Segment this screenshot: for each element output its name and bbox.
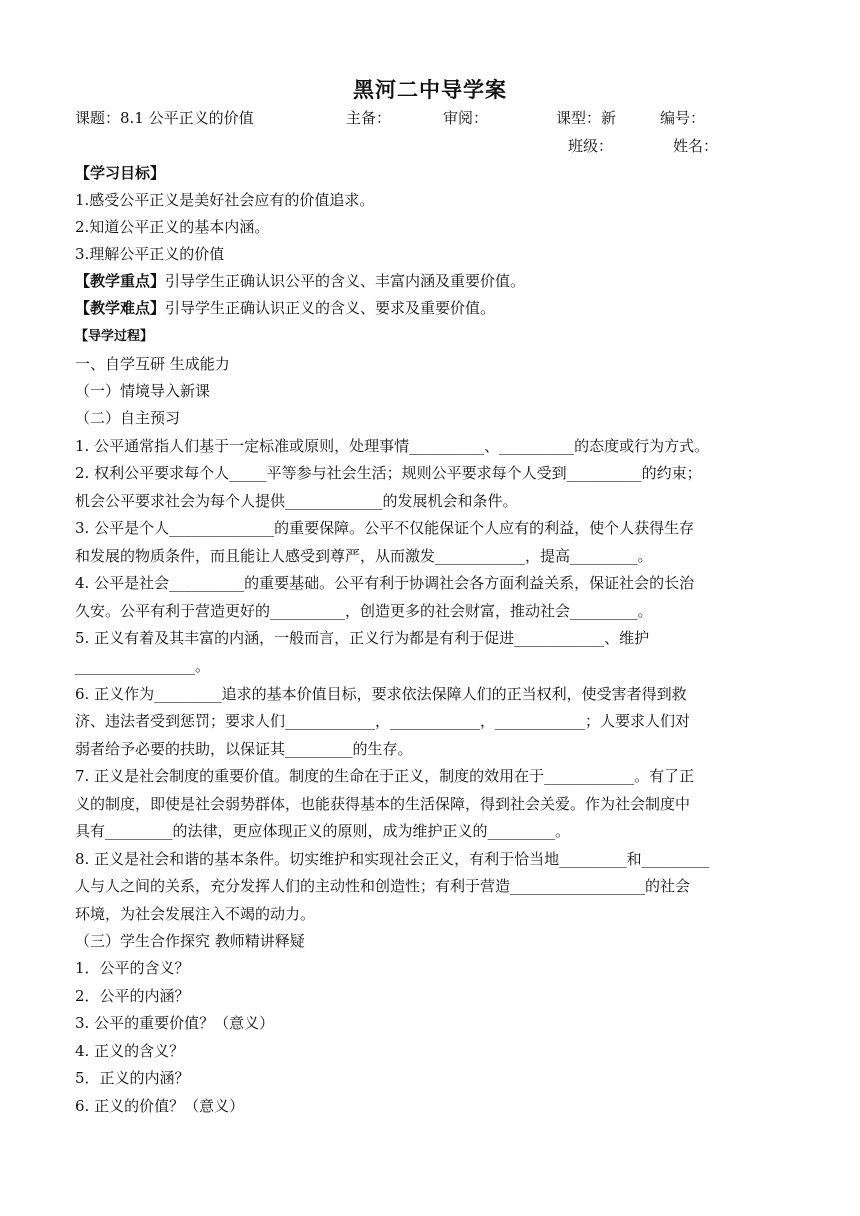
preview-line: 弱者给予必要的扶助，以保证其_________的生存。 — [75, 740, 413, 758]
preview-line: 人与人之间的关系，充分发挥人们的主动性和创造性；有利于营造__________________的社会 — [75, 877, 691, 895]
goal-item: 3.理解公平正义的价值 — [75, 245, 225, 263]
preview-line: 6. 正义作为_________追求的基本价值目标，要求依法保障人们的正当权利，使受害者得到救 — [75, 685, 687, 703]
difficult-point-label: 【教学难点】 — [75, 299, 166, 317]
process-heading: 【导学过程】 — [75, 329, 154, 344]
section-heading: 一、自学互研 生成能力 — [75, 355, 230, 373]
subsection-heading: （三）学生合作探究 教师精讲释疑 — [75, 932, 305, 950]
topic-label: 课题：8.1 公平正义的价值 — [75, 109, 254, 127]
preview-line: 2. 权利公平要求每个人_____平等参与社会生活；规则公平要求每个人受到__________的约束； — [75, 464, 702, 482]
preview-line: ________________。 — [75, 657, 211, 675]
class-label: 班级： — [568, 137, 614, 155]
preview-line: 环境，为社会发展注入不竭的动力。 — [75, 905, 316, 923]
goal-item: 2.知道公平正义的基本内涵。 — [75, 218, 270, 236]
subsection-heading: （一）情境导入新课 — [75, 382, 211, 400]
preview-line: 和发展的物质条件，而且能让人感受到尊严，从而激发____________，提高_________。 — [75, 547, 653, 565]
goals-heading: 【学习目标】 — [75, 164, 166, 182]
preview-line: 8. 正义是社会和谐的基本条件。切实维护和实现社会正义，有利于恰当地_________和_________ — [75, 850, 710, 868]
preview-line: 7. 正义是社会制度的重要价值。制度的生命在于正义，制度的效用在于____________。有了正 — [75, 767, 695, 785]
goal-item: 1.感受公平正义是美好社会应有的价值追求。 — [75, 191, 375, 209]
preview-line: 机会公平要求社会为每个人提供_____________的发展机会和条件。 — [75, 492, 518, 510]
preview-line: 1. 公平通常指人们基于一定标准或原则，处理事情__________、__________的态度或行为方式。 — [75, 437, 710, 455]
preview-line: 久安。公平有利于营造更好的__________，创造更多的社会财富，推动社会_________。 — [75, 602, 653, 620]
preview-line: 义的制度，即使是社会弱势群体，也能获得基本的生活保障，得到社会关爱。作为社会制度中 — [75, 795, 691, 813]
lesson-type-label: 课型：新 — [556, 109, 617, 127]
question-item: 3. 公平的重要价值？（意义） — [75, 1014, 275, 1032]
number-label: 编号： — [660, 109, 706, 127]
reviewer-label: 审阅： — [443, 109, 489, 127]
name-label: 姓名： — [673, 137, 719, 155]
question-item: 6. 正义的价值？（意义） — [75, 1097, 245, 1115]
question-item: 1．公平的含义？ — [75, 959, 190, 977]
difficult-point — [75, 298, 787, 318]
preview-line: 3. 公平是个人______________的重要保障。公平不仅能保证个人应有的利益，使个人获得生存 — [75, 519, 695, 537]
key-point — [75, 271, 787, 291]
question-item: 5．正义的内涵？ — [75, 1069, 190, 1087]
key-point-text: 引导学生正确认识公平的含义、丰富内涵及重要价值。 — [165, 272, 526, 290]
question-item: 4. 正义的含义？ — [75, 1042, 185, 1060]
preview-line: 济、违法者受到惩罚；要求人们____________，____________，____________；人要求人们对 — [75, 712, 691, 730]
preview-line: 5. 正义有着及其丰富的内涵，一般而言，正义行为都是有利于促进____________、维护 — [75, 629, 650, 647]
question-item: 2．公平的内涵？ — [75, 987, 190, 1005]
preview-line: 具有_________的法律，更应体现正义的原则，成为维护正义的_________。 — [75, 822, 571, 840]
difficult-point-text: 引导学生正确认识正义的含义、要求及重要价值。 — [165, 299, 496, 317]
preview-line: 4. 公平是社会__________的重要基础。公平有利于协调社会各方面利益关系，保证社会的长治 — [75, 574, 695, 592]
key-point-label: 【教学重点】 — [75, 272, 166, 290]
subsection-heading: （二）自主预习 — [75, 409, 181, 427]
page-title: 黑河二中导学案 — [353, 78, 507, 102]
author-label: 主备： — [346, 109, 392, 127]
